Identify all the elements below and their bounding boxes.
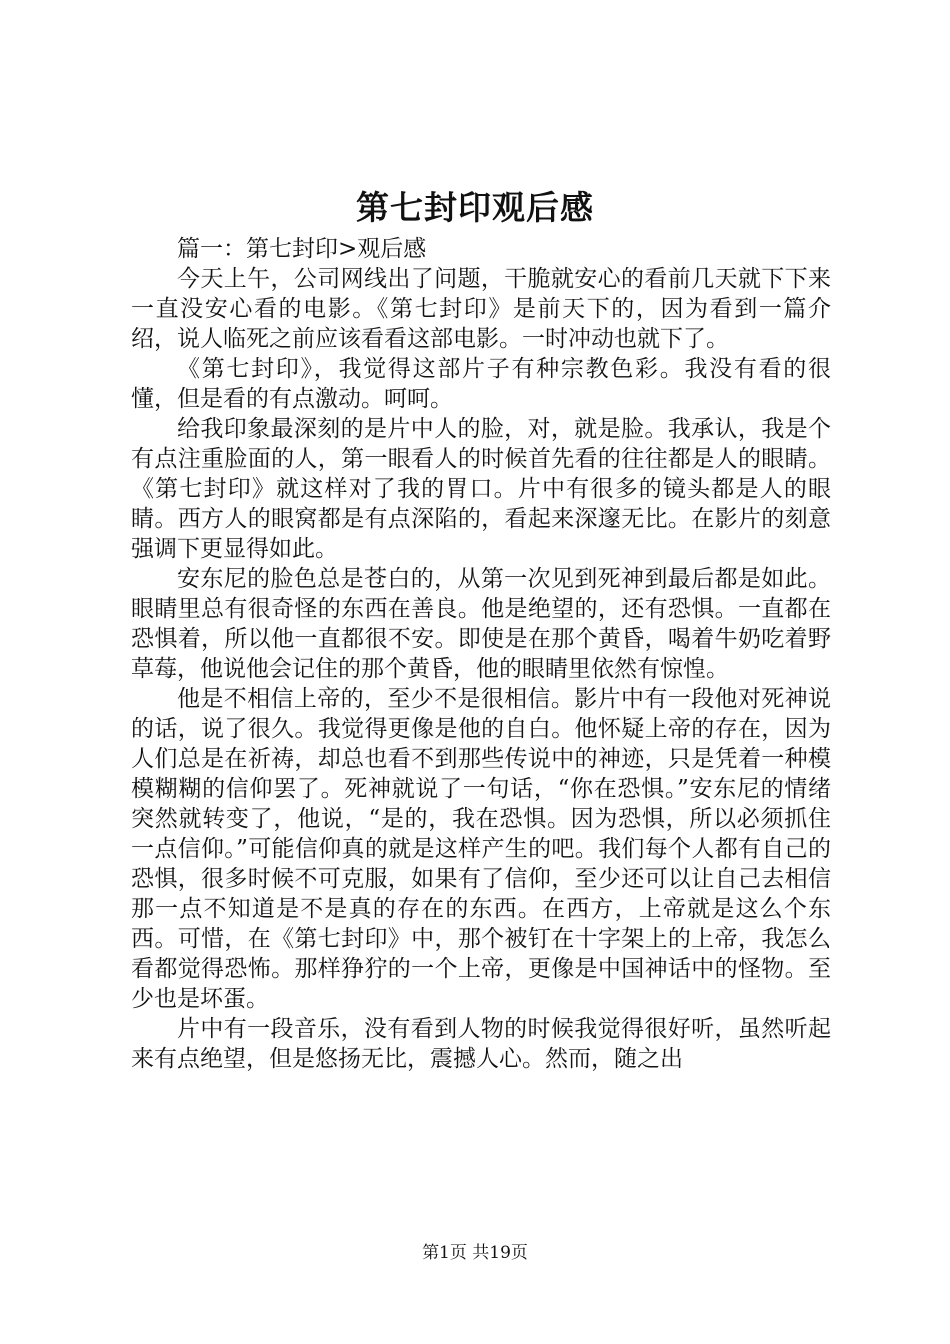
paragraph: 片中有一段音乐，没有看到人物的时候我觉得很好听，虽然听起来有点绝望，但是悠扬无比，震撼人心。然而，随之出	[131, 1016, 831, 1072]
paragraph-section-heading: 篇一：第七封印>观后感	[177, 236, 427, 262]
paragraph: 今天上午，公司网线出了问题，干脆就安心的看前几天就下下来一直没安心看的电影。《第七封印》是前天下的，因为看到一篇介绍，说人临死之前应该看看这部电影。一时冲动也就下了。	[131, 266, 831, 352]
paragraph: 安东尼的脸色总是苍白的，从第一次见到死神到最后都是如此。眼睛里总有很奇怪的东西在善良。他是绝望的，还有恐惧。一直都在恐惧着，所以他一直都很不安。即使是在那个黄昏，喝着牛奶吃着野草莓，他说他会记住的那个黄昏，他的眼睛里依然有惊惶。	[131, 566, 831, 682]
page-title: 第七封印观后感	[356, 188, 594, 227]
paragraph: 给我印象最深刻的是片中人的脸，对，就是脸。我承认，我是个有点注重脸面的人，第一眼看人的时候首先看的往往都是人的眼睛。《第七封印》就这样对了我的胃口。片中有很多的镜头都是人的眼睛。西方人的眼窝都是有点深陷的，看起来深邃无比。在影片的刻意强调下更显得如此。	[131, 416, 831, 562]
page-number-footer: 第1页 共19页	[422, 1243, 528, 1263]
paragraph: 他是不相信上帝的，至少不是很相信。影片中有一段他对死神说的话，说了很久。我觉得更像是他的自白。他怀疑上帝的存在，因为人们总是在祈祷，却总也看不到那些传说中的神迹，只是凭着一种模模糊糊的信仰罢了。死神就说了一句话，“你在恐惧。”安东尼的情绪突然就转变了，他说，“是的，我在恐惧。因为恐惧，所以必须抓住一点信仰。”可能信仰真的就是这样产生的吧。我们每个人都有自己的恐惧，很多时候不可克服，如果有了信仰，至少还可以让自己去相信那一点不知道是不是真的存在的东西。在西方，上帝就是这么个东西。可惜，在《第七封印》中，那个被钉在十字架上的上帝，我怎么看都觉得恐怖。那样狰狞的一个上帝，更像是中国神话中的怪物。至少也是坏蛋。	[131, 686, 831, 1012]
paragraph: 《第七封印》，我觉得这部片子有种宗教色彩。我没有看的很懂，但是看的有点激动。呵呵。	[131, 356, 831, 412]
document-body	[131, 234, 831, 1074]
